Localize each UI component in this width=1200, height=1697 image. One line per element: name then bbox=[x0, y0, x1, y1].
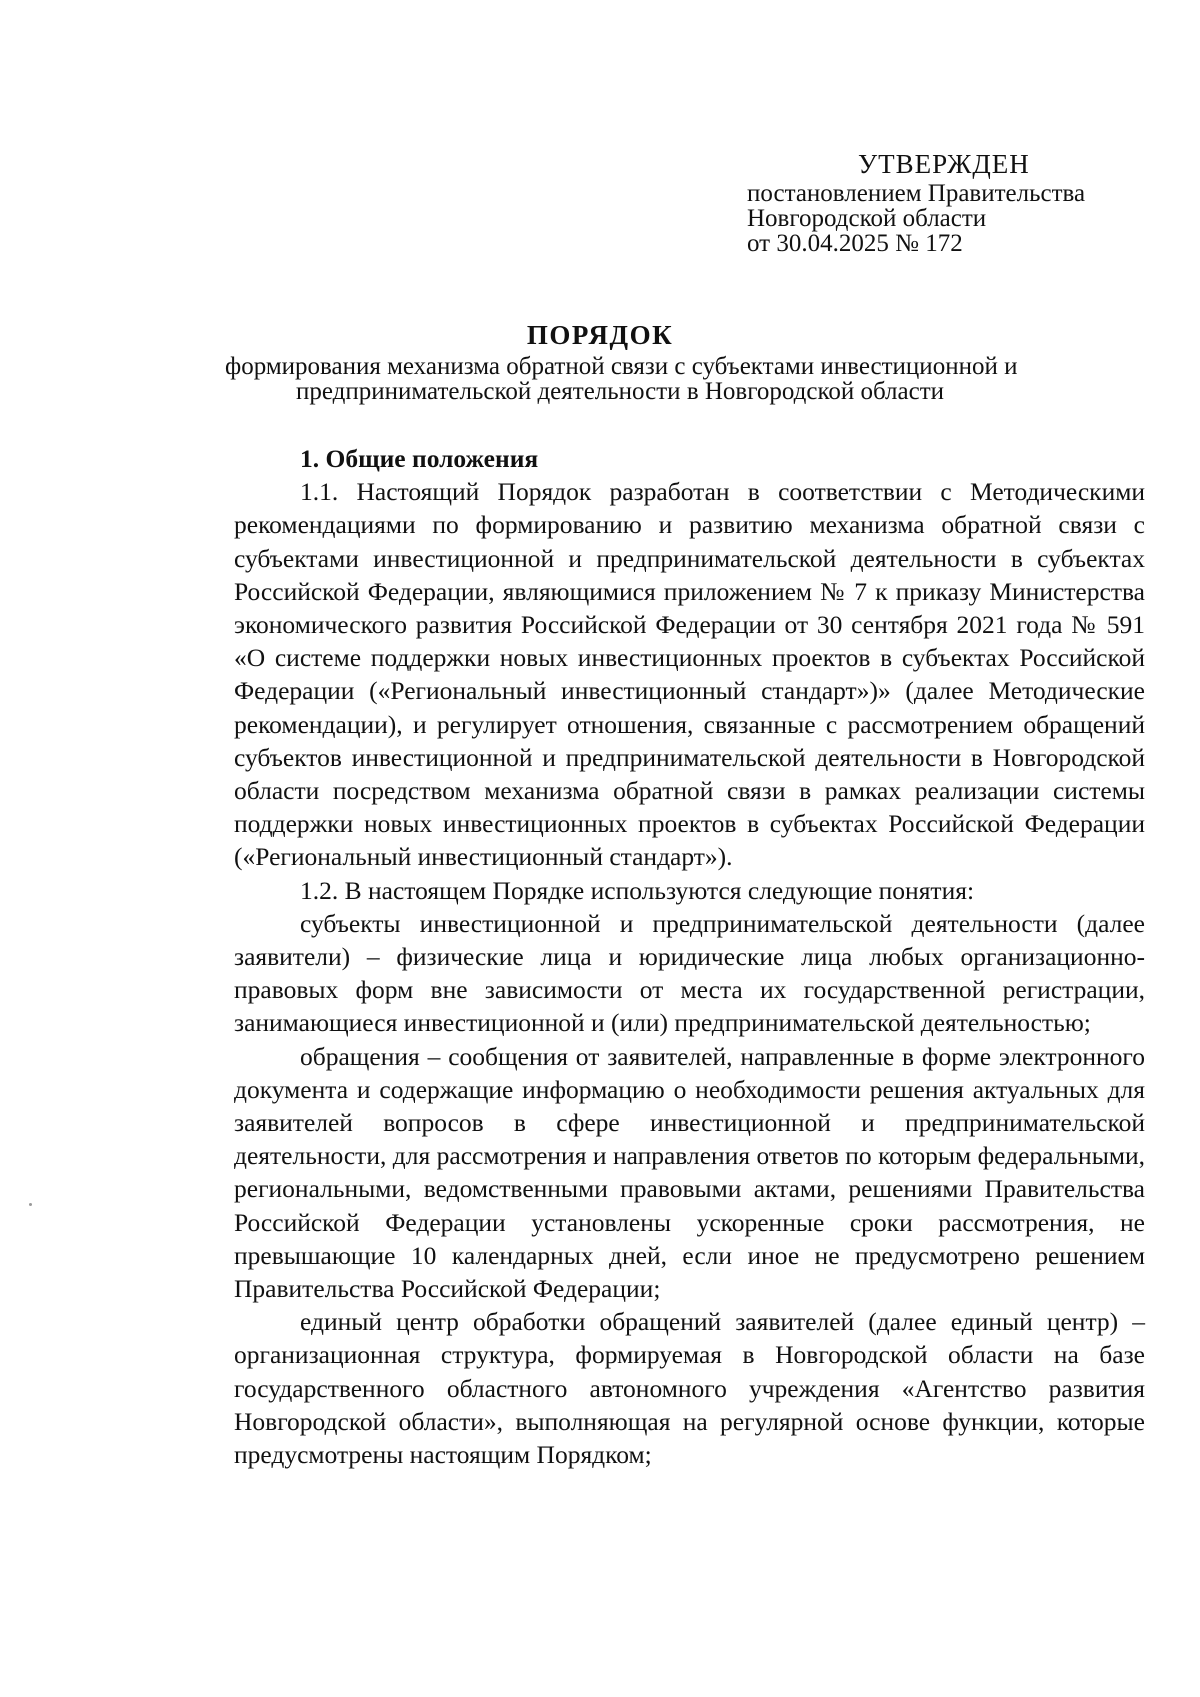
definition-appeals: обращения – сообщения от заявителей, направленные в форме электронного документа и содержащие информацию о необходимости решения актуальных для заявителей вопросов в сфере инвестиционной и предпринимательской деятельности, для рассмотрения и направления ответов по которым федеральными, региональными, ведомственными правовыми актами, решениями Правительства Российской Федерации установлены ускоренные сроки рассмотрения, не превышающие 10 календарных дней, если иное не предусмотрено решением Правительства Российской Федерации; bbox=[234, 1041, 1145, 1304]
document-title: ПОРЯДОК bbox=[526, 320, 674, 350]
document-body bbox=[234, 442, 1145, 1471]
paragraph-1-1: 1.1. Настоящий Порядок разработан в соответствии с Методическими рекомендациями по формированию и развитию механизма обратной связи с субъектами инвестиционной и предпринимательской деятельности в субъектах Российской Федерации, являющимися приложением № 7 к приказу Министерства экономического развития Российской Федерации от 30 сентября 2021 года № 591 «О системе поддержки новых инвестиционных проектов в субъектах Российской Федерации («Региональный инвестиционный стандарт»)» (далее Методические рекомендации), и регулирует отношения, связанные с рассмотрением обращений субъектов инвестиционной и предпринимательской деятельности в Новгородской области посредством механизма обратной связи в рамках реализации системы поддержки новых инвестиционных проектов в субъектах Российской Федерации («Региональный инвестиционный стандарт»). bbox=[234, 477, 1145, 872]
definition-applicants: субъекты инвестиционной и предпринимательской деятельности (далее заявители) – физические лица и юридические лица любых организационно-правовых форм вне зависимости от места их государственной регистрации, занимающиеся инвестиционной и (или) предпринимательской деятельностью; bbox=[234, 908, 1145, 1038]
scan-speck bbox=[29, 1203, 32, 1206]
subtitle-line-1: формирования механизма обратной связи с субъектами инвестиционной и bbox=[225, 353, 1018, 380]
paragraph-1-2: 1.2. В настоящем Порядке используются следующие понятия: bbox=[300, 875, 975, 905]
approval-line-region: Новгородской области bbox=[747, 205, 987, 232]
subtitle-line-2: предпринимательской деятельности в Новгородской области bbox=[295, 378, 945, 405]
approval-line-date-number: от 30.04.2025 № 172 bbox=[747, 230, 963, 257]
approval-title: УТВЕРЖДЕН bbox=[858, 149, 1030, 179]
section-heading: 1. Общие положения bbox=[300, 444, 539, 473]
document-subtitle bbox=[225, 353, 1018, 405]
definition-single-center: единый центр обработки обращений заявителей (далее единый центр) – организационная структура, формируемая в Новгородской области на базе государственного областного автономного учреждения «Агентство развития Новгородской области», выполняющая на регулярной основе функции, которые предусмотрены настоящим Порядком; bbox=[234, 1307, 1145, 1470]
approval-stamp bbox=[747, 147, 1147, 256]
approval-line-decree: постановлением Правительства bbox=[747, 180, 1086, 207]
